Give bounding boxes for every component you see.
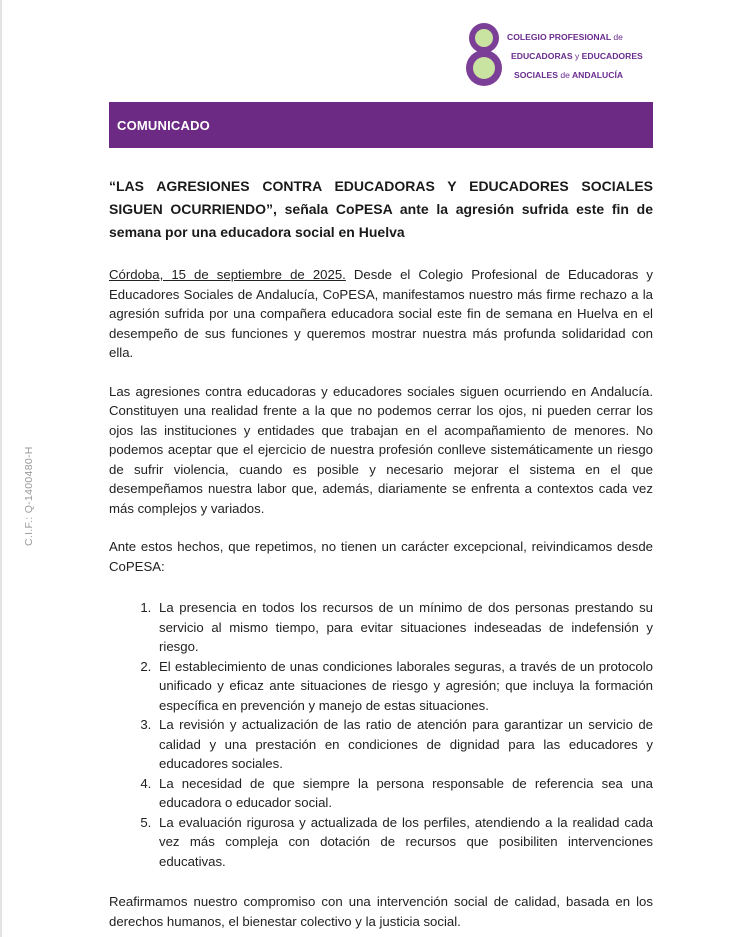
copesa-logo-text: COLEGIO PROFESIONAL de EDUCADORAS y EDUCADORES SOCIALES de ANDALUCÍA — [507, 32, 643, 80]
demand-item: 5. La evaluación rigurosa y actualizada de los perfiles, atendiendo a la realidad cada vez más compleja con dotación de recursos que posibiliten intervenciones educativas. — [155, 813, 653, 872]
demands-list — [109, 598, 653, 871]
banner-label: COMUNICADO — [117, 117, 210, 133]
press-release-body — [109, 175, 653, 931]
demands-intro: Ante estos hechos, que repetimos, no tienen un carácter excepcional, reivindicamos desde CoPESA: — [109, 539, 653, 574]
cif-side-label: C.I.F.: Q-1400480-H — [23, 446, 35, 546]
copesa-logo — [461, 20, 661, 90]
demand-item: 3. La revisión y actualización de las ratio de atención para garantizar un servicio de calidad y una prestación en condiciones de dignidad para las educadores y educadores sociales. — [155, 715, 653, 774]
dateline: Córdoba, 15 de septiembre de 2025. — [109, 267, 346, 282]
page-edge — [0, 0, 2, 937]
demand-item: 2. El establecimiento de unas condiciones laborales seguras, a través de un protocolo unificado y eficaz ante situaciones de riesgo y agresión; que incluya la formación específica en prevención y manejo de estas situaciones. — [155, 657, 653, 716]
copesa-logo-mark-icon — [461, 20, 507, 88]
intro-text: Desde el Colegio Profesional de Educadoras y Educadores Sociales de Andalucía, CoPESA, manifestamos nuestro más firme rechazo a la agresión sufrida por una compañera educadora social este fin de semana en Huelva en el desempeño de sus funciones y queremos mostrar nuestra más profunda solidaridad con ella. — [109, 267, 654, 360]
headline: “LAS AGRESIONES CONTRA EDUCADORAS Y EDUCADORES SOCIALES SIGUEN OCURRIENDO”, señala CoPESA ante la agresión sufrida este fin de semana por una educadora social en Huelva — [109, 178, 653, 240]
context-paragraph: Las agresiones contra educadoras y educadores sociales siguen ocurriendo en Andalucía. Constituyen una realidad frente a la que no podemos cerrar los ojos, ni pueden cerrar los ojos las instituciones y entidades que trabajan en el acompañamiento de menores. No podemos aceptar que el ejercicio de nuestra profesión conlleve sistemáticamente un riesgo de sufrir violencia, cuando es posible y necesario mejorar el sistema en el que desempeñamos nuestra labor que, además, diariamente se enfrenta a contextos cada vez más complejos y variados. — [109, 383, 653, 516]
closing-paragraph: Reafirmamos nuestro compromiso con una intervención social de calidad, basada en los derechos humanos, el bienestar colectivo y la justicia social. — [109, 894, 653, 929]
demand-item: 4. La necesidad de que siempre la persona responsable de referencia sea una educadora o educador social. — [155, 774, 653, 813]
demand-item: 1. La presencia en todos los recursos de un mínimo de dos personas prestando su servicio al mismo tiempo, para evitar situaciones indeseadas de indefensión y riesgo. — [155, 598, 653, 657]
comunicado-banner — [109, 102, 653, 148]
intro-paragraph — [109, 265, 653, 363]
